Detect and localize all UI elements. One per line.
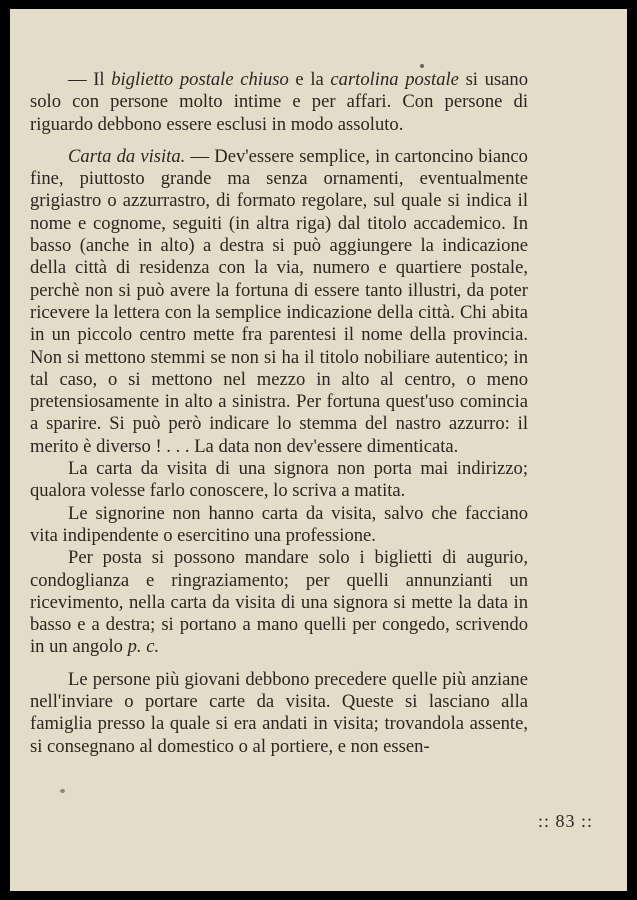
paragraph-persone-giovani: Le persone più giovani debbono precedere quelle più anziane nell'inviare o portare carte da visita. Queste si lasciano alla famiglia presso la quale si era andati in visita; trovandola assente, si consegnano al domestico o al portiere, e non essen- bbox=[30, 668, 528, 757]
book-page bbox=[10, 9, 627, 891]
page-number: :: 83 :: bbox=[537, 811, 593, 831]
paragraph-signorine: Le signorine non hanno carta da visita, salvo che facciano vita indipendente o esercitino una professione. bbox=[30, 502, 528, 546]
ink-speck bbox=[420, 64, 424, 68]
paragraph-per-posta: Per posta si possono mandare solo i biglietti di augurio, condoglianza e ringraziamento; per quelli annunzianti un ricevimento, nella carta da visita di una signora si mette la data in basso e a destra; si portano a mano quelli per congedo, scrivendo in un angolo p. c. bbox=[30, 547, 528, 658]
paragraph-biglietto-postale: — Il biglietto postale chiuso e la cartolina postale si usano solo con persone molto intime e per affari. Con persone di riguardo debbono essere esclusi in modo assoluto. bbox=[30, 69, 528, 135]
paragraph-signora: La carta da visita di una signora non porta mai indirizzo; qualora volesse farlo conoscere, lo scriva a matita. bbox=[30, 458, 528, 502]
ink-speck bbox=[60, 789, 65, 793]
page-text bbox=[30, 69, 528, 758]
paragraph-carta-da-visita: Carta da visita. — Dev'essere semplice, in cartoncino bianco fine, piuttosto grande ma senza ornamenti, eventualmente grigiastro o azzurrastro, di formato regolare, sul quale si indica il nome e cognome, seguiti (in altra riga) dal titolo accademico. In basso (anche in alto) a destra si può aggiungere la indicazione della città di residenza con la via, numero e quartiere postale, perchè non si può avere la fortuna di essere tanto illustri, da poter ricevere la lettera con la semplice indicazione della città. Chi abita in un piccolo centro mette fra parentesi il nome della provincia. Non si mettono stemmi se non si ha il titolo nobiliare autentico; in tal caso, o si mettono nel mezzo in alto al centro, o meno pretensiosamente in alto a sinistra. Per fortuna quest'uso comincia a sparire. Si può però indicare lo stemma del nastro azzurro: il merito è diverso ! . . . La data non dev'essere dimenticata. bbox=[30, 145, 528, 457]
